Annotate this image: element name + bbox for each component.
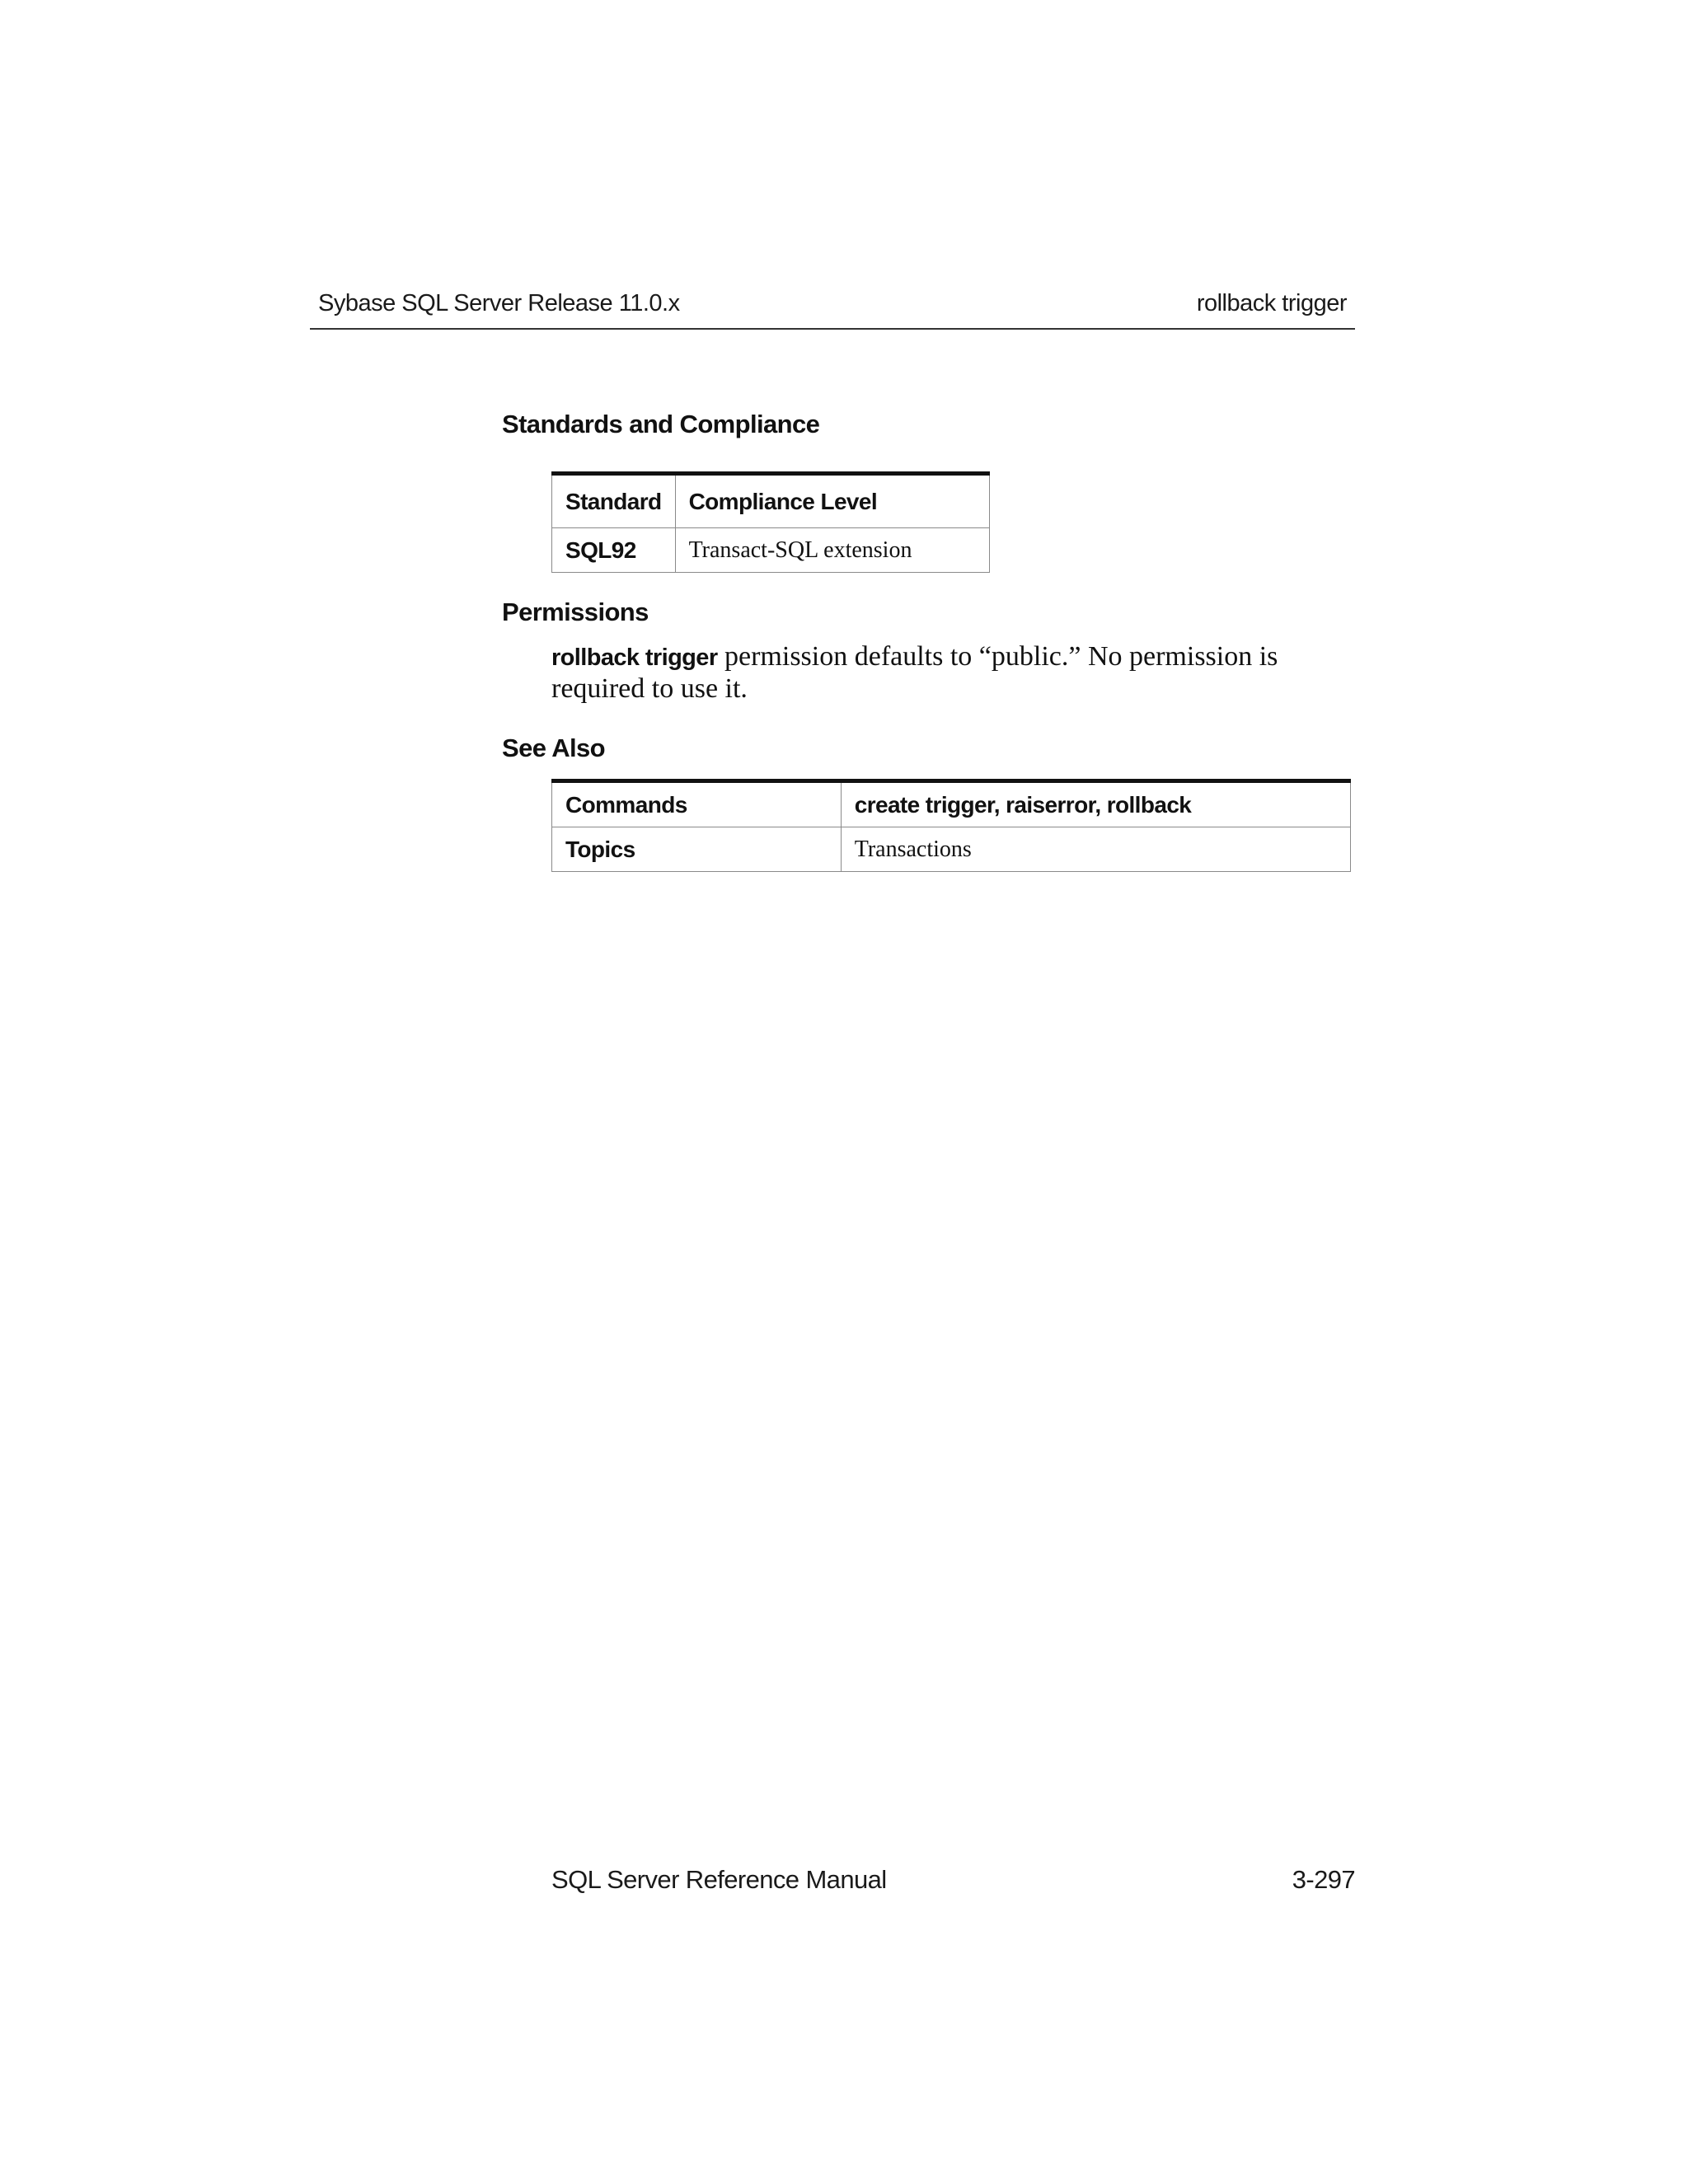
standard-name: SQL92 <box>552 528 676 573</box>
compliance-level: Transact-SQL extension <box>675 528 989 573</box>
see-also-commands-list: create trigger, raiserror, rollback <box>841 781 1350 827</box>
footer-manual-name: SQL Server Reference Manual <box>551 1865 887 1894</box>
see-also-topics-list: Transactions <box>841 827 1350 872</box>
see-also-label-commands: Commands <box>552 781 842 827</box>
standards-col-standard: Standard <box>552 474 676 528</box>
see-also-heading: See Also <box>502 733 605 762</box>
see-also-table <box>551 779 1351 872</box>
table-row <box>552 827 1351 872</box>
permissions-heading: Permissions <box>502 598 649 626</box>
see-also-label-topics: Topics <box>552 827 842 872</box>
standards-header-row <box>552 474 990 528</box>
permissions-paragraph <box>551 641 1343 705</box>
page-number: 3-297 <box>1292 1865 1355 1894</box>
header-manual-title: Sybase SQL Server Release 11.0.x <box>318 290 680 316</box>
running-header <box>310 288 1355 330</box>
permissions-text: permission defaults to “public.” No permission is required to use it. <box>551 641 1278 704</box>
permissions-code-term: rollback trigger <box>551 644 718 671</box>
standards-heading: Standards and Compliance <box>502 410 820 438</box>
table-row <box>552 781 1351 827</box>
table-row <box>552 528 990 573</box>
header-section-title: rollback trigger <box>1196 290 1347 316</box>
standards-col-compliance: Compliance Level <box>675 474 989 528</box>
standards-table <box>551 471 990 573</box>
